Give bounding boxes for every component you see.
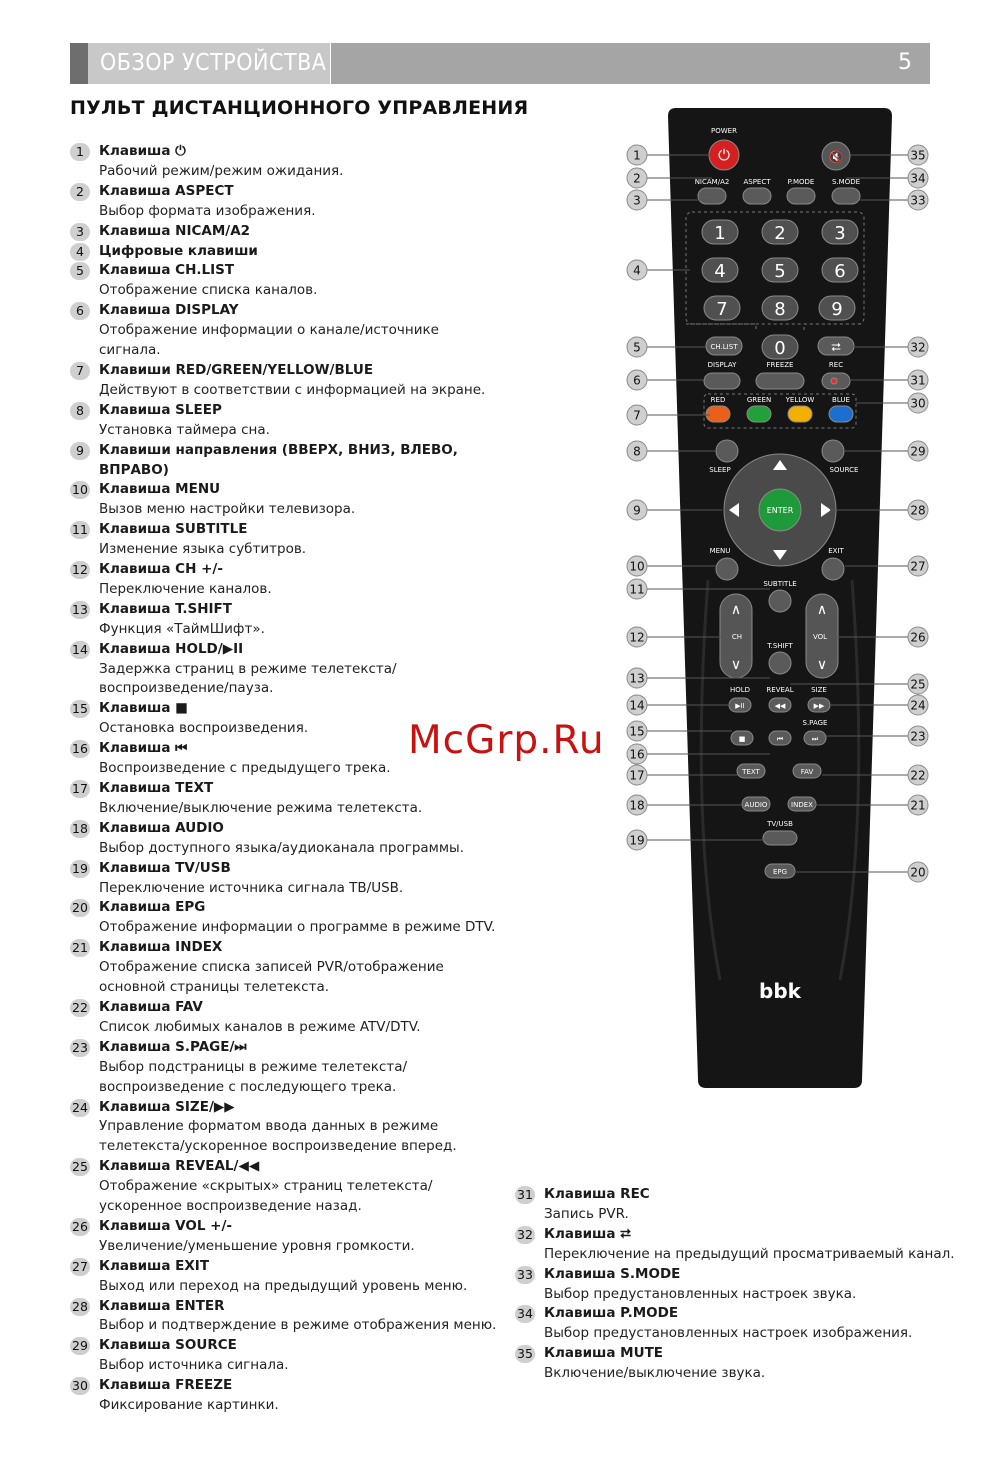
- key-item: [70, 1098, 500, 1158]
- item-description: Выбор и подтверждение в режиме отображения меню.: [99, 1317, 497, 1334]
- item-key-name: Клавиша INDEX: [99, 939, 223, 956]
- yellow-button: [788, 406, 812, 422]
- digit-label: 8: [774, 299, 786, 320]
- item-number-badge: 17: [70, 780, 90, 798]
- item-description: Остановка воспроизведения.: [99, 720, 309, 737]
- key-item: [70, 1038, 500, 1098]
- item-number-badge: 16: [70, 740, 90, 758]
- source-label: SOURCE: [829, 466, 859, 474]
- prev-track-icon: ⏮: [776, 735, 784, 743]
- play-pause-icon: ▶II: [735, 702, 745, 710]
- callout-number: 21: [910, 798, 926, 813]
- key-item: [70, 640, 500, 700]
- item-number-badge: 25: [70, 1158, 90, 1176]
- item-number-badge: 18: [70, 820, 90, 838]
- item-key-name: Клавиша TEXT: [99, 780, 214, 796]
- item-description: Выбор доступного языка/аудиоканала программы.: [99, 839, 464, 856]
- menu-label: MENU: [709, 547, 731, 555]
- vol-down-icon: ∨: [816, 657, 828, 673]
- header-tab: [70, 43, 88, 84]
- power-icon: ⏻: [718, 146, 730, 164]
- callout-number: 7: [633, 408, 641, 423]
- key-item: [70, 1257, 500, 1297]
- callout-number: 15: [629, 724, 645, 739]
- callout-number: 12: [629, 630, 645, 645]
- reveal-label: REVEAL: [766, 686, 794, 694]
- key-item: [70, 261, 500, 301]
- item-description: Выбор предустановленных настроек звука.: [544, 1285, 857, 1302]
- spage-label: S.PAGE: [802, 719, 828, 727]
- item-description: Выбор формата изображения.: [99, 202, 316, 219]
- key-item: [515, 1304, 965, 1344]
- item-key-name: Клавиша CH +/-: [99, 561, 223, 578]
- vol-up-icon: ∧: [816, 602, 828, 618]
- next-track-icon: ⏭: [811, 735, 819, 743]
- item-key-name: Клавиша SIZE/▶▶: [99, 1098, 235, 1115]
- ch-label: CH: [731, 633, 743, 641]
- item-key-name: Клавиша EPG: [99, 899, 206, 916]
- item-description: Отображение списка записей PVR/отображение основной страницы телетекста.: [99, 959, 444, 996]
- power-label: POWER: [711, 127, 737, 135]
- item-number-badge: 10: [70, 481, 90, 499]
- item-description: Отображение информации о программе в режиме DTV.: [99, 919, 496, 936]
- item-key-name: Клавиша P.MODE: [544, 1305, 679, 1322]
- key-item: [70, 1376, 500, 1416]
- item-key-name: Клавиша SLEEP: [99, 401, 222, 418]
- digit-label: 6: [834, 261, 846, 282]
- enter-label: ENTER: [766, 506, 794, 515]
- item-description: Рабочий режим/режим ожидания.: [99, 162, 344, 179]
- item-key-name: Клавиша NICAM/A2: [99, 222, 251, 239]
- item-number-badge: 20: [70, 899, 90, 917]
- item-key-name: Клавиша SOURCE: [99, 1337, 237, 1354]
- fav-label: FAV: [800, 768, 814, 776]
- callout-number: 16: [629, 747, 645, 762]
- callout-number: 31: [910, 373, 926, 388]
- key-item: [515, 1185, 965, 1225]
- page-title: ПУЛЬТ ДИСТАНЦИОННОГО УПРАВЛЕНИЯ: [70, 97, 529, 119]
- callout-number: 29: [910, 444, 926, 459]
- item-description: Выбор подстраницы в режиме телетекста/ воспроизведение с последующего трека.: [99, 1058, 408, 1095]
- callout-number: 23: [910, 729, 926, 744]
- callout-number: 11: [629, 582, 645, 597]
- item-number-badge: 23: [70, 1039, 90, 1057]
- key-item: [70, 520, 500, 560]
- item-key-name: Клавиша TV/USB: [99, 859, 231, 876]
- key-list-right: [515, 1185, 965, 1384]
- item-key-name: Клавиша EXIT: [99, 1257, 210, 1274]
- smode-label: S.MODE: [831, 178, 861, 186]
- item-key-name: Клавиша HOLD/▶II: [99, 640, 244, 657]
- item-description: Выбор источника сигнала.: [99, 1357, 289, 1374]
- callout-number: 9: [633, 503, 641, 518]
- callout-number: 4: [633, 263, 641, 278]
- item-number-badge: 11: [70, 521, 90, 539]
- callout-number: 34: [910, 171, 926, 186]
- pmode-button: [787, 188, 815, 204]
- digit-label: 0: [774, 338, 786, 359]
- key-item: [70, 898, 500, 938]
- digit-label: 1: [714, 223, 726, 244]
- item-key-name: Клавиша DISPLAY: [99, 302, 239, 319]
- item-number-badge: 34: [515, 1305, 535, 1323]
- key-item: [70, 600, 500, 640]
- tshift-button: [769, 652, 791, 674]
- item-number-badge: 8: [70, 402, 90, 420]
- header-page-bar: [331, 43, 930, 84]
- item-key-name: Клавиша CH.LIST: [99, 262, 235, 279]
- hold-label: HOLD: [729, 686, 751, 694]
- key-item: [70, 819, 500, 859]
- item-key-name: Клавиша ■: [99, 700, 188, 717]
- item-number-badge: 35: [515, 1345, 535, 1363]
- callout-number: 10: [629, 559, 645, 574]
- callout-number: 2: [633, 171, 641, 186]
- exit-button: [822, 558, 844, 580]
- remote-control-illustration: [600, 100, 940, 1100]
- callout-number: 35: [910, 148, 926, 163]
- rewind-icon: ◀◀: [774, 702, 786, 710]
- key-item: [70, 182, 500, 222]
- key-item: [70, 242, 500, 262]
- subtitle-label: SUBTITLE: [763, 580, 797, 588]
- nicam-button: [698, 188, 726, 204]
- index-label: INDEX: [791, 801, 813, 809]
- freeze-button: [756, 373, 804, 389]
- blue-label: BLUE: [832, 396, 850, 404]
- item-number-badge: 27: [70, 1258, 90, 1276]
- item-number-badge: 7: [70, 362, 90, 380]
- item-description: Воспроизведение с предыдущего трека.: [99, 760, 391, 777]
- item-key-name: Цифровые клавиши: [99, 242, 258, 259]
- item-number-badge: 3: [70, 223, 90, 241]
- green-label: GREEN: [746, 396, 772, 404]
- section-title: ОБЗОР УСТРОЙСТВА: [100, 50, 327, 76]
- item-key-name: Клавиша ⏮: [99, 740, 188, 757]
- item-description: Отображение информации о канале/источнике сигнала.: [99, 322, 439, 359]
- item-description: Выбор предустановленных настроек изображения.: [544, 1325, 913, 1342]
- text-label: TEXT: [742, 768, 760, 776]
- nicam-label: NICAM/A2: [694, 178, 730, 186]
- key-item: [70, 301, 500, 361]
- item-number-badge: 1: [70, 143, 90, 161]
- item-key-name: Клавиша REC: [544, 1186, 650, 1202]
- callout-number: 14: [629, 698, 645, 713]
- item-description: Переключение каналов.: [99, 580, 272, 597]
- page-number: 5: [898, 50, 912, 75]
- callout-number: 3: [633, 193, 641, 208]
- item-description: Выход или переход на предыдущий уровень меню.: [99, 1277, 468, 1294]
- callout-number: 25: [910, 677, 926, 692]
- item-description: Список любимых каналов в режиме ATV/DTV.: [99, 1018, 421, 1035]
- item-number-badge: 30: [70, 1377, 90, 1395]
- item-number-badge: 29: [70, 1337, 90, 1355]
- digit-label: 3: [834, 223, 846, 244]
- rec-label: REC: [828, 361, 844, 369]
- item-key-name: Клавиша FREEZE: [99, 1377, 233, 1394]
- item-key-name: Клавиша AUDIO: [99, 819, 224, 836]
- callout-number: 27: [910, 559, 926, 574]
- source-button: [822, 440, 844, 462]
- chlist-label: CH.LIST: [710, 343, 738, 351]
- item-key-name: Клавиши направления (ВВЕРХ, ВНИЗ, ВЛЕВО, ВПРАВО): [99, 441, 458, 478]
- item-key-name: Клавиша ENTER: [99, 1297, 225, 1314]
- aspect-button: [743, 188, 771, 204]
- size-label: SIZE: [811, 686, 827, 694]
- callout-number: 22: [910, 768, 926, 783]
- item-number-badge: 26: [70, 1218, 90, 1236]
- item-key-name: Клавиша REVEAL/◀◀: [99, 1158, 260, 1175]
- callout-number: 6: [633, 373, 641, 388]
- callout-number: 20: [910, 865, 926, 880]
- item-description: Отображение списка каналов.: [99, 282, 318, 299]
- callout-number: 19: [629, 833, 645, 848]
- digit-label: 9: [831, 299, 843, 320]
- item-description: Вызов меню настройки телевизора.: [99, 501, 356, 518]
- menu-button: [716, 558, 738, 580]
- smode-button: [832, 188, 860, 204]
- item-description: Увеличение/уменьшение уровня громкости.: [99, 1237, 415, 1254]
- key-item: [70, 1217, 500, 1257]
- key-item: [70, 222, 500, 242]
- key-item: [70, 1336, 500, 1376]
- item-number-badge: 22: [70, 999, 90, 1017]
- key-item: [70, 938, 500, 998]
- green-button: [747, 406, 771, 422]
- key-item: [515, 1225, 965, 1265]
- item-number-badge: 2: [70, 183, 90, 201]
- item-key-name: Клавиша T.SHIFT: [99, 600, 232, 617]
- callout-number: 26: [910, 630, 926, 645]
- key-item: [70, 480, 500, 520]
- item-number-badge: 13: [70, 601, 90, 619]
- item-description: Включение/выключение режима телетекста.: [99, 799, 423, 816]
- item-number-badge: 24: [70, 1099, 90, 1117]
- callout-number: 18: [629, 798, 645, 813]
- item-number-badge: 32: [515, 1226, 535, 1244]
- display-button: [704, 373, 740, 389]
- tvusb-label: TV/USB: [767, 820, 793, 828]
- item-description: Отображение «скрытых» страниц телетекста/ускоренное воспроизведение назад.: [99, 1178, 433, 1215]
- ch-down-icon: ∨: [730, 657, 742, 673]
- watermark: McGrp.Ru: [408, 718, 605, 763]
- epg-label: EPG: [772, 868, 788, 876]
- item-key-name: Клавиша ASPECT: [99, 182, 234, 199]
- callout-number: 17: [629, 768, 645, 783]
- red-button: [706, 406, 730, 422]
- key-item: [515, 1265, 965, 1305]
- key-item: [70, 1297, 500, 1337]
- item-number-badge: 5: [70, 262, 90, 280]
- digit-label: 5: [774, 261, 786, 282]
- item-description: Управление форматом ввода данных в режиме телетекста/ускоренное воспроизведение вперед.: [99, 1118, 457, 1155]
- display-label: DISPLAY: [707, 361, 737, 369]
- digit-label: 7: [716, 299, 728, 320]
- digit-label: 4: [714, 261, 726, 282]
- callout-number: 5: [633, 340, 641, 355]
- key-item: [70, 859, 500, 899]
- key-item: [70, 998, 500, 1038]
- key-list-left: [70, 142, 500, 1416]
- item-number-badge: 12: [70, 561, 90, 579]
- item-key-name: Клавиша MUTE: [544, 1345, 664, 1362]
- callout-number: 1: [633, 148, 641, 163]
- return-icon: ⮂: [831, 340, 841, 354]
- item-key-name: Клавиша ⏻: [99, 143, 186, 159]
- subtitle-button: [769, 590, 791, 612]
- item-description: Функция «ТаймШифт».: [99, 620, 265, 637]
- item-description: Изменение языка субтитров.: [99, 541, 307, 558]
- exit-label: EXIT: [828, 547, 844, 555]
- key-item: [70, 441, 500, 481]
- item-number-badge: 21: [70, 939, 90, 957]
- mute-icon: 🔇: [828, 150, 844, 164]
- item-key-name: Клавиша FAV: [99, 998, 203, 1015]
- stop-icon: ■: [738, 735, 746, 743]
- key-item: [70, 560, 500, 600]
- item-description: Переключение источника сигнала ТВ/USB.: [99, 879, 404, 896]
- item-key-name: Клавиша MENU: [99, 481, 221, 498]
- key-item: [70, 1157, 500, 1217]
- callout-number: 13: [629, 671, 645, 686]
- item-number-badge: 4: [70, 243, 90, 261]
- callout-number: 28: [910, 503, 926, 518]
- red-label: RED: [710, 396, 726, 404]
- sleep-button: [716, 440, 738, 462]
- digit-label: 2: [774, 223, 786, 244]
- item-number-badge: 33: [515, 1266, 535, 1284]
- key-item: [70, 142, 500, 182]
- pmode-label: P.MODE: [787, 178, 815, 186]
- item-key-name: Клавиша S.PAGE/⏭: [99, 1038, 247, 1055]
- item-key-name: Клавиша VOL +/-: [99, 1217, 233, 1234]
- aspect-label: ASPECT: [743, 178, 771, 186]
- item-description: Задержка страниц в режиме телетекста/ воспроизведение/пауза.: [99, 660, 397, 697]
- item-key-name: Клавиша S.MODE: [544, 1265, 681, 1282]
- callout-number: 30: [910, 396, 926, 411]
- callout-number: 32: [910, 340, 926, 355]
- ch-up-icon: ∧: [730, 602, 742, 618]
- callout-number: 33: [910, 193, 926, 208]
- item-number-badge: 28: [70, 1298, 90, 1316]
- key-item: [70, 779, 500, 819]
- item-description: Запись PVR.: [544, 1205, 629, 1222]
- rec-dot: [831, 378, 837, 384]
- key-item: [70, 361, 500, 401]
- fast-forward-icon: ▶▶: [813, 702, 825, 710]
- item-number-badge: 19: [70, 860, 90, 878]
- item-description: Переключение на предыдущий просматриваемый канал.: [544, 1245, 955, 1262]
- item-description: Установка таймера сна.: [99, 421, 270, 438]
- item-key-name: Клавиша ⮂: [544, 1225, 631, 1242]
- item-key-name: Клавиши RED/GREEN/YELLOW/BLUE: [99, 361, 374, 378]
- freeze-label: FREEZE: [766, 361, 794, 369]
- callout-number: 8: [633, 444, 641, 459]
- item-number-badge: 31: [515, 1186, 535, 1204]
- item-key-name: Клавиша SUBTITLE: [99, 521, 248, 538]
- item-number-badge: 9: [70, 442, 90, 460]
- audio-label: AUDIO: [744, 801, 768, 809]
- key-item: [70, 401, 500, 441]
- tvusb-button: [763, 831, 797, 845]
- item-number-badge: 14: [70, 641, 90, 659]
- item-number-badge: 6: [70, 302, 90, 320]
- sleep-label: SLEEP: [709, 466, 731, 474]
- brand-logo: bbk: [759, 979, 801, 1003]
- item-description: Действуют в соответствии с информацией на экране.: [99, 381, 486, 398]
- blue-button: [829, 406, 853, 422]
- tshift-label: T.SHIFT: [767, 642, 793, 650]
- vol-label: VOL: [812, 633, 828, 641]
- callout-number: 24: [910, 698, 926, 713]
- yellow-label: YELLOW: [785, 396, 815, 404]
- key-item: [515, 1344, 965, 1384]
- item-description: Фиксирование картинки.: [99, 1397, 279, 1414]
- item-number-badge: 15: [70, 700, 90, 718]
- item-description: Включение/выключение звука.: [544, 1365, 766, 1382]
